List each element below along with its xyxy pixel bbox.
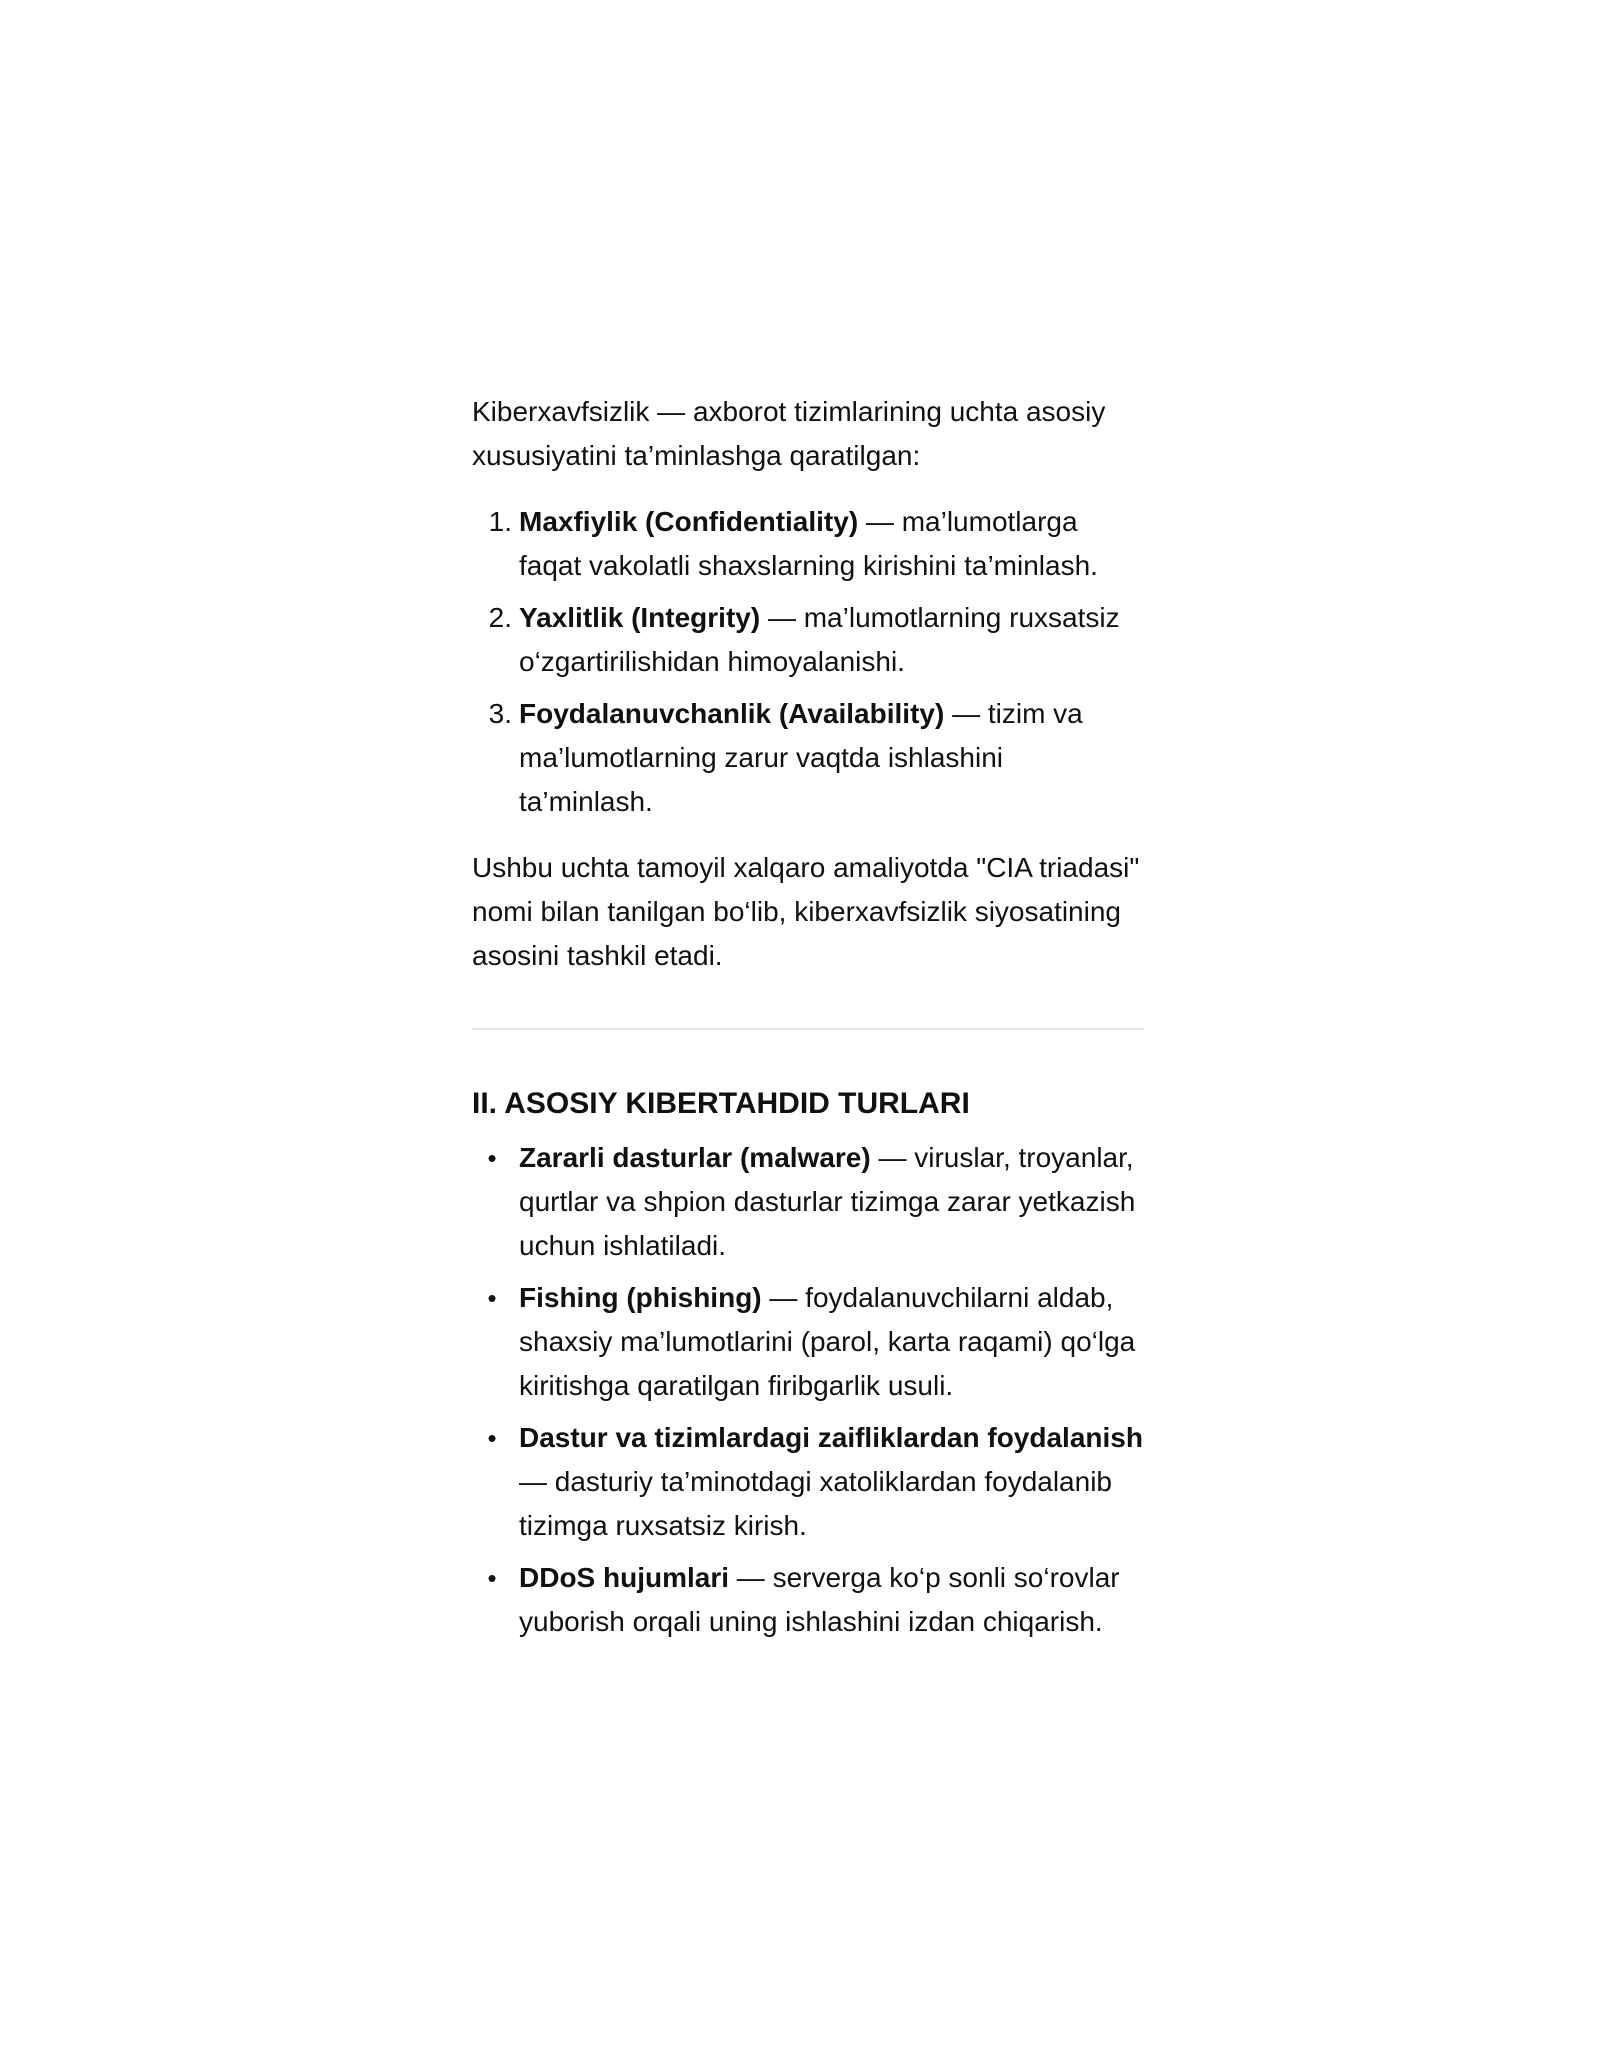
list-item xyxy=(472,596,1144,684)
list-item xyxy=(472,500,1144,588)
list-item-text: — ma’lumotlarga faqat vakolatli shaxslarning kirishini ta’minlash. xyxy=(519,506,1098,581)
bullet-icon: • xyxy=(487,1143,497,1173)
bullet-icon: • xyxy=(487,1423,497,1453)
list-item-text: — viruslar, troyanlar, qurtlar va shpion dasturlar tizimga zarar yetkazish uchun ishlatiladi. xyxy=(519,1142,1136,1261)
list-item xyxy=(472,1416,1144,1548)
list-item-term: Dastur va tizimlardagi zaifliklardan foydalanish xyxy=(519,1422,1143,1453)
threat-list xyxy=(472,1136,1144,1644)
list-item-term: Fishing (phishing) xyxy=(519,1282,762,1313)
section-divider xyxy=(472,1028,1144,1030)
list-item-term: Yaxlitlik (Integrity) xyxy=(519,602,761,633)
list-item xyxy=(472,692,1144,824)
list-item-term: Foydalanuvchanlik (Availability) xyxy=(519,698,945,729)
list-item xyxy=(472,1276,1144,1408)
intro-paragraph: Kiberxavfsizlik — axborot tizimlarining uchta asosiy xususiyatini ta’minlashga qaratilgan: xyxy=(472,396,1106,471)
list-item-term: DDoS hujumlari xyxy=(519,1562,730,1593)
list-number: 3. xyxy=(488,698,512,729)
list-item-term: Maxfiylik (Confidentiality) xyxy=(519,506,859,537)
document-content xyxy=(472,390,1144,1652)
cia-list xyxy=(472,500,1144,824)
list-item xyxy=(472,1136,1144,1268)
bullet-icon: • xyxy=(487,1563,497,1593)
list-item-text: — ma’lumotlarning ruxsatsiz o‘zgartirilishidan himoyalanishi. xyxy=(519,602,1120,677)
section-heading: II. ASOSIY KIBERTAHDID TURLARI xyxy=(472,1087,970,1120)
list-item xyxy=(472,1556,1144,1644)
list-number: 2. xyxy=(488,602,512,633)
list-item-text: — dasturiy ta’minotdagi xatoliklardan foydalanib tizimga ruxsatsiz kirish. xyxy=(519,1466,1112,1541)
summary-paragraph: Ushbu uchta tamoyil xalqaro amaliyotda "CIA triadasi" nomi bilan tanilgan bo‘lib, kiberxavfsizlik siyosatining asosini tashkil etadi. xyxy=(472,852,1140,971)
list-number: 1. xyxy=(488,506,512,537)
list-item-text: — serverga ko‘p sonli so‘rovlar yuborish orqali uning ishlashini izdan chiqarish. xyxy=(519,1562,1120,1637)
list-item-text: — tizim va ma’lumotlarning zarur vaqtda ishlashini ta’minlash. xyxy=(519,698,1083,817)
list-item-text: — foydalanuvchilarni aldab, shaxsiy ma’lumotlarini (parol, karta raqami) qo‘lga kiritishga qaratilgan firibgarlik usuli. xyxy=(519,1282,1136,1401)
bullet-icon: • xyxy=(487,1283,497,1313)
list-item-term: Zararli dasturlar (malware) xyxy=(519,1142,871,1173)
